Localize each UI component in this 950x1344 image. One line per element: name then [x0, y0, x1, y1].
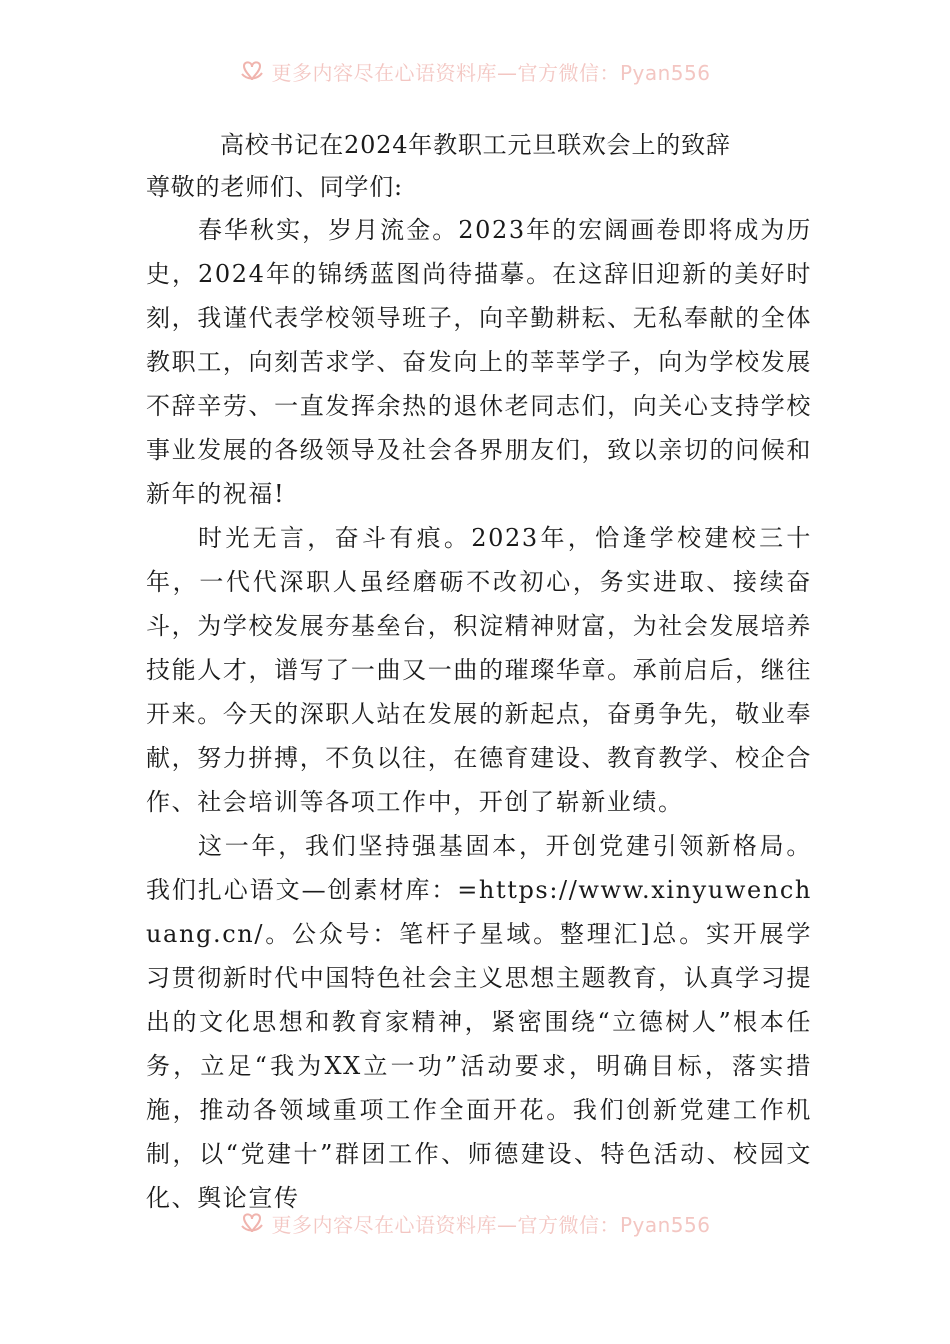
watermark-footer [0, 1208, 950, 1238]
document-title: 高校书记在2024年教职工元旦联欢会上的致辞 [220, 131, 731, 159]
document-body [146, 124, 812, 1220]
watermark-logo-icon [239, 1210, 265, 1236]
watermark-text: 更多内容尽在心语资料库—官方微信：Pyan556 [271, 60, 711, 85]
watermark-logo-icon [239, 58, 265, 84]
paragraph: 春华秋实，岁月流金。2023年的宏阔画卷即将成为历史，2024年的锦绣蓝图尚待描摹。在这辞旧迎新的美好时刻，我谨代表学校领导班子，向辛勤耕耘、无私奉献的全体教职工，向刻苦求学、奋发向上的莘莘学子，向为学校发展不辞辛劳、一直发挥余热的退休老同志们，向关心支持学校事业发展的各级领导及社会各界朋友们，致以亲切的问候和新年的祝福! [146, 216, 812, 508]
salutation: 尊敬的老师们、同学们: [146, 173, 403, 201]
paragraph: 时光无言，奋斗有痕。2023年，恰逢学校建校三十年，一代代深职人虽经磨砺不改初心，务实进取、接续奋斗，为学校发展夯基垒台，积淀精神财富，为社会发展培养技能人才，谱写了一曲又一曲的璀璨华章。承前启后，继往开来。今天的深职人站在发展的新起点，奋勇争先，敬业奉献，努力拼搏，不负以往，在德育建设、教育教学、校企合作、社会培训等各项工作中，开创了崭新业绩。 [146, 524, 812, 816]
watermark-header [0, 56, 950, 86]
paragraph: 这一年，我们坚持强基固本，开创党建引领新格局。我们扎心语文—创素材库：=https://www.xinyuwenchuang.cn/。公众号：笔杆子星域。整理汇]总。实开展学习贯彻新时代中国特色社会主义思想主题教育，认真学习提出的文化思想和教育家精神，紧密围绕“立德树人”根本任务，立足“我为XX立一功”活动要求，明确目标，落实措施，推动各领域重项工作全面开花。我们创新党建工作机制，以“党建十”群团工作、师德建设、特色活动、校园文化、舆论宣传 [146, 832, 812, 1212]
watermark-text: 更多内容尽在心语资料库—官方微信：Pyan556 [271, 1212, 711, 1237]
